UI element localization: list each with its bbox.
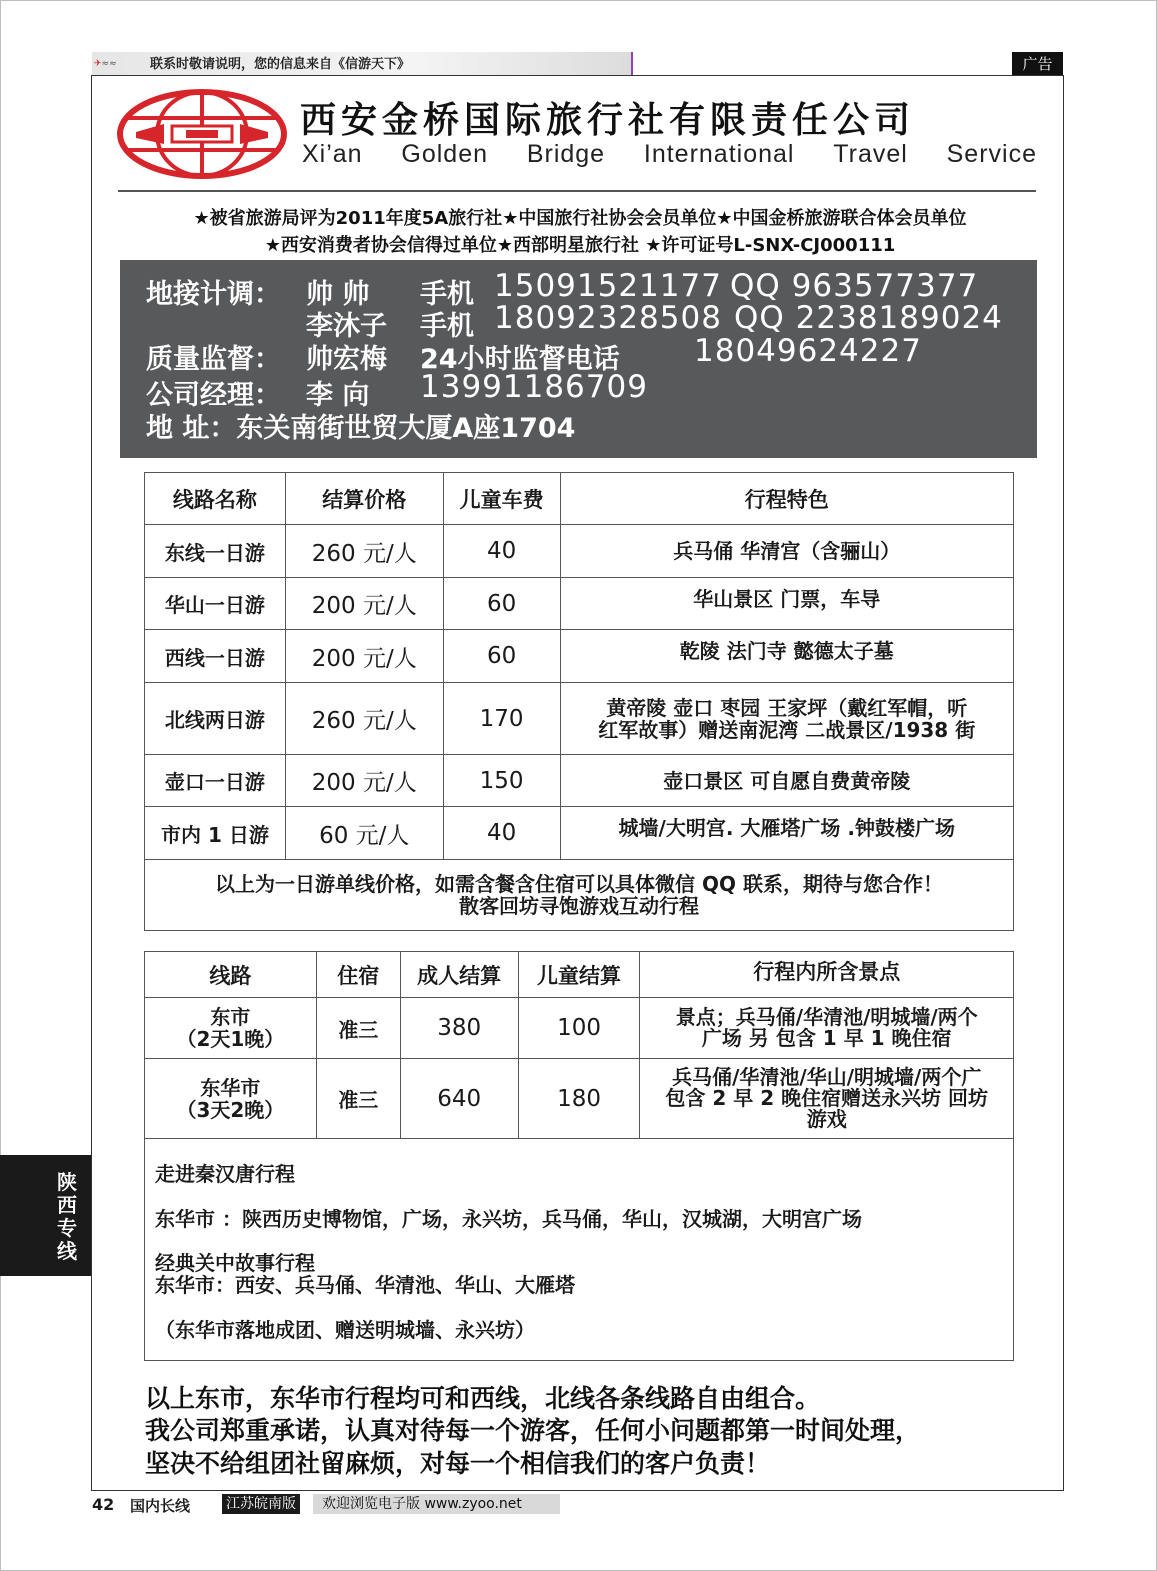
globe-bridge-logo-icon bbox=[116, 88, 288, 180]
route-features: 城墙/大明宫. 大雁塔广场 .钟鼓楼广场 bbox=[560, 807, 1013, 860]
route-features: 华山景区 门票，车导 bbox=[560, 578, 1013, 630]
table-row bbox=[145, 578, 1014, 630]
route-child-fee: 40 bbox=[443, 525, 560, 578]
honors-line-1: ★被省旅游局评为2011年度5A旅行社★中国旅行社协会会员单位★中国金桥旅游联合体会员单位 bbox=[193, 208, 967, 229]
day-tour-table bbox=[144, 472, 1014, 931]
table-row bbox=[145, 525, 1014, 578]
magazine-logo-icon: ✈≈≈ bbox=[94, 59, 117, 69]
contact2-phone: 18092328508 bbox=[494, 300, 722, 336]
itinerary-line: 东华市：西安、兵马俑、华清池、华山、大雁塔 bbox=[155, 1273, 575, 1297]
route-name: 西线一日游 bbox=[145, 630, 286, 683]
edition-badge: 江苏皖南版 bbox=[222, 1494, 300, 1514]
contact-box bbox=[120, 260, 1037, 458]
package-route bbox=[145, 998, 317, 1059]
col-price: 结算价格 bbox=[285, 473, 443, 525]
table-note-line: 散客回坊寻饱游戏互动行程 bbox=[459, 894, 699, 918]
route-features: 兵马俑 华清宫（含骊山） bbox=[560, 525, 1013, 578]
package-route-name: 东华市 bbox=[200, 1075, 261, 1100]
closing-line-3: 坚决不给组团社留麻烦，对每一个相信我们的客户负责！ bbox=[145, 1449, 771, 1478]
table-row bbox=[145, 998, 1014, 1059]
route-price: 200 元/人 bbox=[285, 578, 443, 630]
contact1-qq: QQ 963577377 bbox=[730, 268, 979, 304]
quality-label: 质量监督： bbox=[146, 344, 281, 375]
package-adult-price: 640 bbox=[400, 1059, 518, 1139]
manager-label: 公司经理： bbox=[146, 380, 281, 411]
package-spots-line: 景点；兵马俑/华清池/明城墙/两个 bbox=[675, 1005, 978, 1029]
route-child-fee: 40 bbox=[443, 807, 560, 860]
col-features: 行程特色 bbox=[560, 473, 1013, 525]
route-child-fee: 150 bbox=[443, 755, 560, 807]
company-en-word: Bridge bbox=[526, 140, 606, 168]
route-name: 壶口一日游 bbox=[145, 755, 286, 807]
col-route-name: 线路名称 bbox=[145, 473, 286, 525]
package-route-name: 东市 bbox=[210, 1005, 251, 1029]
package-hotel: 准三 bbox=[316, 1059, 400, 1139]
dispatch-label: 地接计调： bbox=[146, 279, 281, 310]
company-en-word: Travel bbox=[833, 140, 908, 168]
ad-label: 广告 bbox=[1012, 52, 1063, 76]
route-price: 200 元/人 bbox=[285, 630, 443, 683]
page-number: 42 bbox=[92, 1495, 115, 1514]
company-en-word: Service bbox=[946, 140, 1037, 168]
contact1-phone-label: 手机 bbox=[420, 279, 474, 310]
manager-phone: 13991186709 bbox=[420, 369, 648, 405]
table-note bbox=[145, 860, 1014, 931]
itinerary-note: （东华市落地成团、赠送明城墙、永兴坊） bbox=[155, 1318, 535, 1342]
table-row bbox=[145, 683, 1014, 755]
contact1-phone: 15091521177 bbox=[494, 268, 722, 304]
col-child-fee: 儿童车费 bbox=[443, 473, 560, 525]
quality-hotline-label: 24小时监督电话 bbox=[420, 344, 620, 375]
route-features-line: 红军故事）赠送南泥湾 二战景区/1938 街 bbox=[598, 717, 976, 742]
table-header-row bbox=[145, 952, 1014, 998]
company-en-word: Xi’an bbox=[302, 140, 363, 168]
route-price: 260 元/人 bbox=[285, 683, 443, 755]
package-spots-line: 广场 另 包含 1 早 1 晚住宿 bbox=[701, 1026, 952, 1050]
route-features: 壶口景区 可自愿自费黄帝陵 bbox=[560, 755, 1013, 807]
col-route: 线路 bbox=[145, 952, 317, 998]
contact2-name: 李沐子 bbox=[306, 311, 387, 342]
table-row bbox=[145, 630, 1014, 683]
company-name-en bbox=[302, 140, 1037, 169]
route-features-line: 黄帝陵 壶口 枣园 王家坪（戴红军帽，听 bbox=[606, 695, 968, 720]
col-hotel: 住宿 bbox=[316, 952, 400, 998]
package-spots-line: 包含 2 早 2 晚住宿赠送永兴坊 回坊 bbox=[665, 1086, 989, 1110]
source-notice: 联系时敬请说明，您的信息来自《信游天下》 bbox=[150, 57, 411, 72]
package-spots bbox=[640, 1059, 1014, 1139]
section-side-tab bbox=[0, 1155, 91, 1276]
company-en-word: Golden bbox=[401, 140, 489, 168]
package-spots-line: 兵马俑/华清池/华山/明城墙/两个广 bbox=[672, 1065, 982, 1089]
itinerary-title-2: 经典关中故事行程 bbox=[155, 1251, 315, 1275]
package-tour-table bbox=[144, 951, 1014, 1139]
route-price: 260 元/人 bbox=[285, 525, 443, 578]
section-side-tab-label: 陕西专线 bbox=[57, 1170, 77, 1263]
col-child-price: 儿童结算 bbox=[518, 952, 640, 998]
package-spots bbox=[640, 998, 1014, 1059]
package-child-price: 100 bbox=[518, 998, 640, 1059]
itinerary-line: 东华市 ：陕西历史博物馆，广场，永兴坊，兵马俑，华山，汉城湖，大明宫广场 bbox=[155, 1207, 862, 1231]
route-features: 乾陵 法门寺 懿德太子墓 bbox=[560, 630, 1013, 683]
manager-name: 李 向 bbox=[306, 380, 370, 411]
company-en-word: International bbox=[643, 140, 795, 168]
route-features bbox=[560, 683, 1013, 755]
route-name: 华山一日游 bbox=[145, 578, 286, 630]
footer-section: 国内长线 bbox=[130, 1497, 191, 1515]
footer-link-text[interactable]: 欢迎浏览电子版 www.zyoo.net bbox=[322, 1496, 522, 1512]
quality-name: 帅宏梅 bbox=[306, 344, 387, 375]
address: 地 址：东关南街世贸大厦A座1704 bbox=[146, 413, 576, 444]
contact1-name: 帅 帅 bbox=[306, 279, 370, 310]
closing-line-1: 以上东市，东华市行程均可和西线，北线各条线路自由组合。 bbox=[145, 1384, 821, 1413]
route-price: 200 元/人 bbox=[285, 755, 443, 807]
company-name-cn: 西安金桥国际旅行社有限责任公司 bbox=[300, 99, 916, 141]
package-child-price: 180 bbox=[518, 1059, 640, 1139]
route-child-fee: 60 bbox=[443, 630, 560, 683]
col-adult-price: 成人结算 bbox=[400, 952, 518, 998]
table-row bbox=[145, 755, 1014, 807]
honors-line-2: ★西安消费者协会信得过单位★西部明星旅行社 ★许可证号L-SNX-CJ000111 bbox=[264, 235, 896, 256]
route-price: 60 元/人 bbox=[285, 807, 443, 860]
route-name: 市内 1 日游 bbox=[145, 807, 286, 860]
package-spots-line: 游戏 bbox=[806, 1107, 847, 1131]
table-row bbox=[145, 807, 1014, 860]
table-note-line: 以上为一日游单线价格，如需含餐含住宿可以具体微信 QQ 联系，期待与您合作！ bbox=[215, 872, 943, 896]
quality-phone: 18049624227 bbox=[694, 333, 922, 369]
package-route bbox=[145, 1059, 317, 1139]
itinerary-title: 走进秦汉唐行程 bbox=[155, 1162, 295, 1186]
table-note-row bbox=[145, 860, 1014, 931]
closing-line-2: 我公司郑重承诺，认真对待每一个游客，任何小问题都第一时间处理， bbox=[145, 1416, 921, 1445]
contact2-qq: QQ 2238189024 bbox=[734, 300, 1003, 336]
route-child-fee: 170 bbox=[443, 683, 560, 755]
package-adult-price: 380 bbox=[400, 998, 518, 1059]
table-row bbox=[145, 1059, 1014, 1139]
route-child-fee: 60 bbox=[443, 578, 560, 630]
package-route-duration: （2天1晚） bbox=[176, 1027, 285, 1051]
top-divider bbox=[631, 52, 633, 76]
package-hotel: 准三 bbox=[316, 998, 400, 1059]
route-name: 北线两日游 bbox=[145, 683, 286, 755]
table-header-row bbox=[145, 473, 1014, 525]
contact2-phone-label: 手机 bbox=[420, 311, 474, 342]
col-spots: 行程内所含景点 bbox=[640, 952, 1014, 998]
route-name: 东线一日游 bbox=[145, 525, 286, 578]
package-route-duration: （3天2晚） bbox=[176, 1097, 285, 1122]
header-divider bbox=[118, 190, 1036, 192]
